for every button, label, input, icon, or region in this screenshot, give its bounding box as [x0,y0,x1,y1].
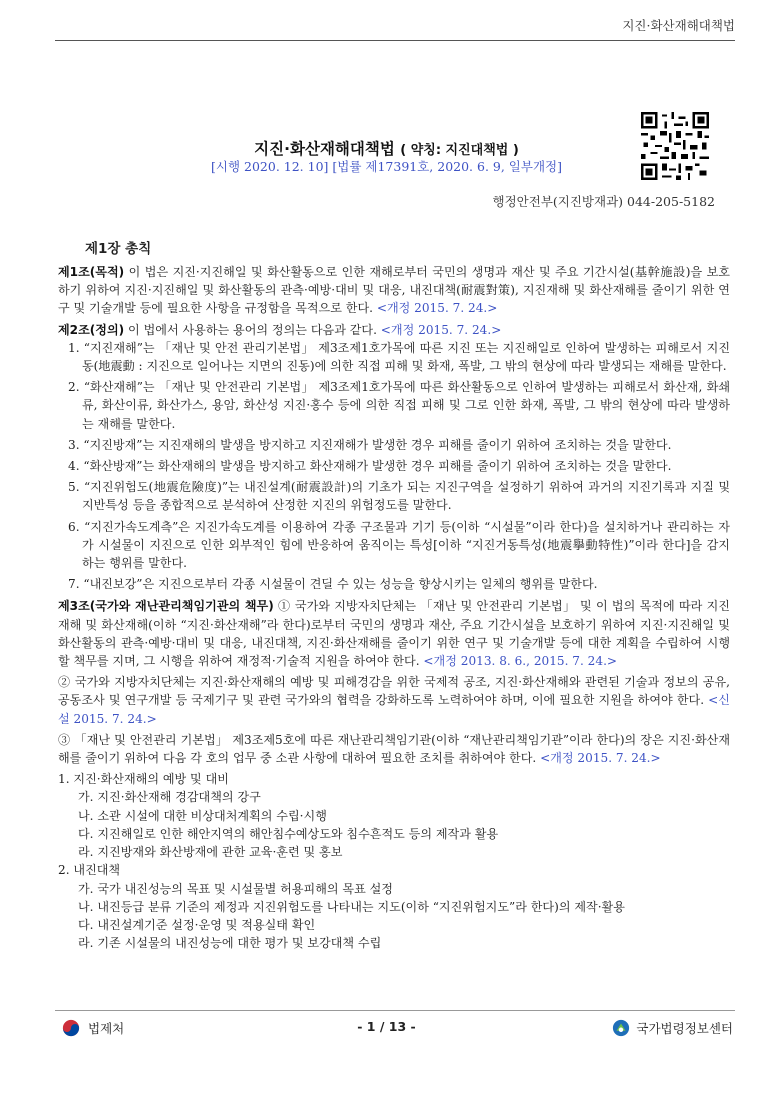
article-1 [58,263,730,318]
article-3-para-3 [58,731,730,767]
paragraph-text: ① 국가와 지방자치단체는 「재난 및 안전관리 기본법」 및 이 법의 목적에 따라 지진재해 및 화산재해(이하 “지진·화산재해”라 한다)로부터 국민의 생명과 재산, 주요 기간시설을 보호하기 위하여 지진·지진해일 및 화산활동의 관측·예방·대비 및 대응, 내진대책, 지진·화산재해를 줄이기 위한 연구 및 기술개발 등에 대한 계획을 수립하여 시행할 책무를 지며, 그 시행을 위하여 재정적·기술적 지원을 하여야 한다. [58,599,730,669]
title-main: 지진·화산재해대책법 [254,140,395,158]
definition-item: 3. “지진방재”는 지진재해의 발생을 방지하고 지진재해가 발생한 경우 피해를 줄이기 위하여 조치하는 것을 말한다. [68,437,672,452]
chapter-heading: 제1장 총칙 [85,241,152,257]
source-name: 국가법령정보센터 [636,1021,733,1036]
law-body [58,263,730,952]
sub-item: 가. 지진·화산재해 경감대책의 강구 [78,790,261,805]
article-2 [58,321,730,339]
law-center-logo-icon [612,1019,630,1037]
sub-item: 라. 기존 시설물의 내진성능에 대한 평가 및 보강대책 수립 [78,936,382,951]
sub-item: 나. 내진등급 분류 기준의 제정과 지진위험도를 나타내는 지도(이하 “지진위험지도”라 한다)의 제작·활용 [78,899,625,914]
title-abbreviation: ( 약칭: 지진대책법 ) [400,143,519,158]
definition-item: 5. “지진위험도(地震危險度)”는 내진설계(耐震設計)의 기초가 되는 지진구역을 설정하기 위하여 과거의 지진기록과 지질 및 지반특성 등을 종합적으로 분석하여 산정한 지진의 위험정도를 말한다. [68,480,730,513]
article-heading: 제2조(정의) [58,322,125,337]
amendment-note[interactable]: <개정 2015. 7. 24.> [380,322,502,337]
article-heading: 제1조(목적) [58,265,125,279]
footer-source [612,1019,733,1037]
article-text: 이 법에서 사용하는 용어의 정의는 다음과 같다. [124,322,381,337]
definition-item: 1. “지진재해”는 「재난 및 안전 관리기본법」 제3조제1호가목에 따른 지진 또는 지진해일로 인하여 발생하는 피해로서 지진동(地震動 : 지진으로 일어나는 지면의 진동)에 의한 직접 피해 및 화재, 폭발, 그 밖의 현상에 따라 발생되는 재해를 말한다. [68,340,730,374]
sub-item: 가. 국가 내진성능의 목표 및 시설물별 허용피해의 목표 설정 [78,881,393,896]
sub-item: 나. 소관 시설에 대한 비상대처계획의 수립·시행 [78,808,327,823]
amendment-note[interactable]: <개정 2015. 7. 24.> [540,751,661,766]
footer-divider [55,1010,735,1011]
definition-item: 7. “내진보강”은 지진으로부터 각종 시설물이 견딜 수 있는 성능을 향상시키는 일체의 행위를 말한다. [68,577,598,592]
article-3-para-1 [58,597,730,670]
amendment-note[interactable]: <개정 2015. 7. 24.> [376,301,498,316]
sub-item: 다. 내진설계기준 설정·운영 및 적용실태 확인 [78,917,316,932]
paragraph-text: ② 국가와 지방자치단체는 지진·화산재해의 예방 및 피해경감을 위한 국제적 공조, 지진·화산재해와 관련된 기술과 정보의 공유, 공동조사 및 연구개발 등 국제기구 및 관련 국가와의 협력을 강화하도록 노력하여야 하며, 이에 필요한 지원을 하여야 한다. [58,675,730,708]
article-3-para-2 [58,673,730,728]
ministry-contact: 행정안전부(지진방재과) 044-205-5182 [492,194,715,209]
publisher-name: 법제처 [88,1021,125,1036]
list-item: 1. 지진·화산재해의 예방 및 대비 [58,772,229,787]
amendment-note[interactable]: <신설 2015. 7. 24.> [58,693,730,726]
qr-code-icon[interactable] [641,112,709,180]
page-number: - 1 / 13 - [357,1019,416,1034]
enforcement-info: [시행 2020. 12. 10] [법률 제17391호, 2020. 6. 9, 일부개정] [211,159,562,174]
article-text: 이 법은 지진·지진해일 및 화산활동으로 인한 재해로부터 국민의 생명과 재산 및 주요 기간시설(基幹施設)을 보호하기 위하여 지진·지진해일 및 화산활동의 관측·예방·대비 및 대응, 내진대책(耐震對策), 지진재해 및 화산재해를 줄이기 위한 연구 및 기술개발 등에 필요한 사항을 규정함을 목적으로 한다. [58,265,730,316]
article-heading: 제3조(국가와 재난관리책임기관의 책무) [58,599,274,614]
sub-item: 라. 지진방재와 화산방재에 관한 교육·훈련 및 홍보 [78,845,343,860]
amendment-note[interactable]: <개정 2013. 8. 6., 2015. 7. 24.> [423,654,618,669]
definition-item: 2. “화산재해”는 「재난 및 안전관리 기본법」 제3조제1호가목에 따른 화산활동으로 인하여 발생하는 피해로서 화산재, 화쇄류, 화산이류, 화산가스, 용암, 화산성 지진·홍수 등에 의한 직접 피해 및 그로 인한 화재, 폭발, 그 밖의 현상에 따라 발생하는 재해를 말한다. [68,380,730,431]
header-divider [55,40,735,41]
definition-item: 4. “화산방재”는 화산재해의 발생을 방지하고 화산재해가 발생한 경우 피해를 줄이기 위하여 조치하는 것을 말한다. [68,459,672,474]
paragraph-text: ③ 「재난 및 안전관리 기본법」 제3조제5호에 따른 재난관리책임기관(이하 “재난관리책임기관”이라 한다)의 장은 지진·화산재해를 줄이기 위하여 다음 각 호의 업무 중 소관 사항에 대하여 필요한 조치를 취하여야 한다. [58,732,730,766]
list-item: 2. 내진대책 [58,863,121,878]
definition-item: 6. “지진가속도계측”은 지진가속도계를 이용하여 각종 구조물과 기기 등(이하 “시설물”이라 한다)을 설치하거나 관리하는 자가 시설물이 지진으로 인한 외부적인 힘에 반응하여 움직이는 특성[이하 “지진거동특성(地震擧動特性)”이라 한다]을 감지하는 행위를 말한다. [68,519,730,571]
header-law-name: 지진·화산재해대책법 [622,18,735,33]
sub-item: 다. 지진해일로 인한 해안지역의 해안침수예상도와 침수흔적도 등의 제작과 활용 [78,826,499,841]
